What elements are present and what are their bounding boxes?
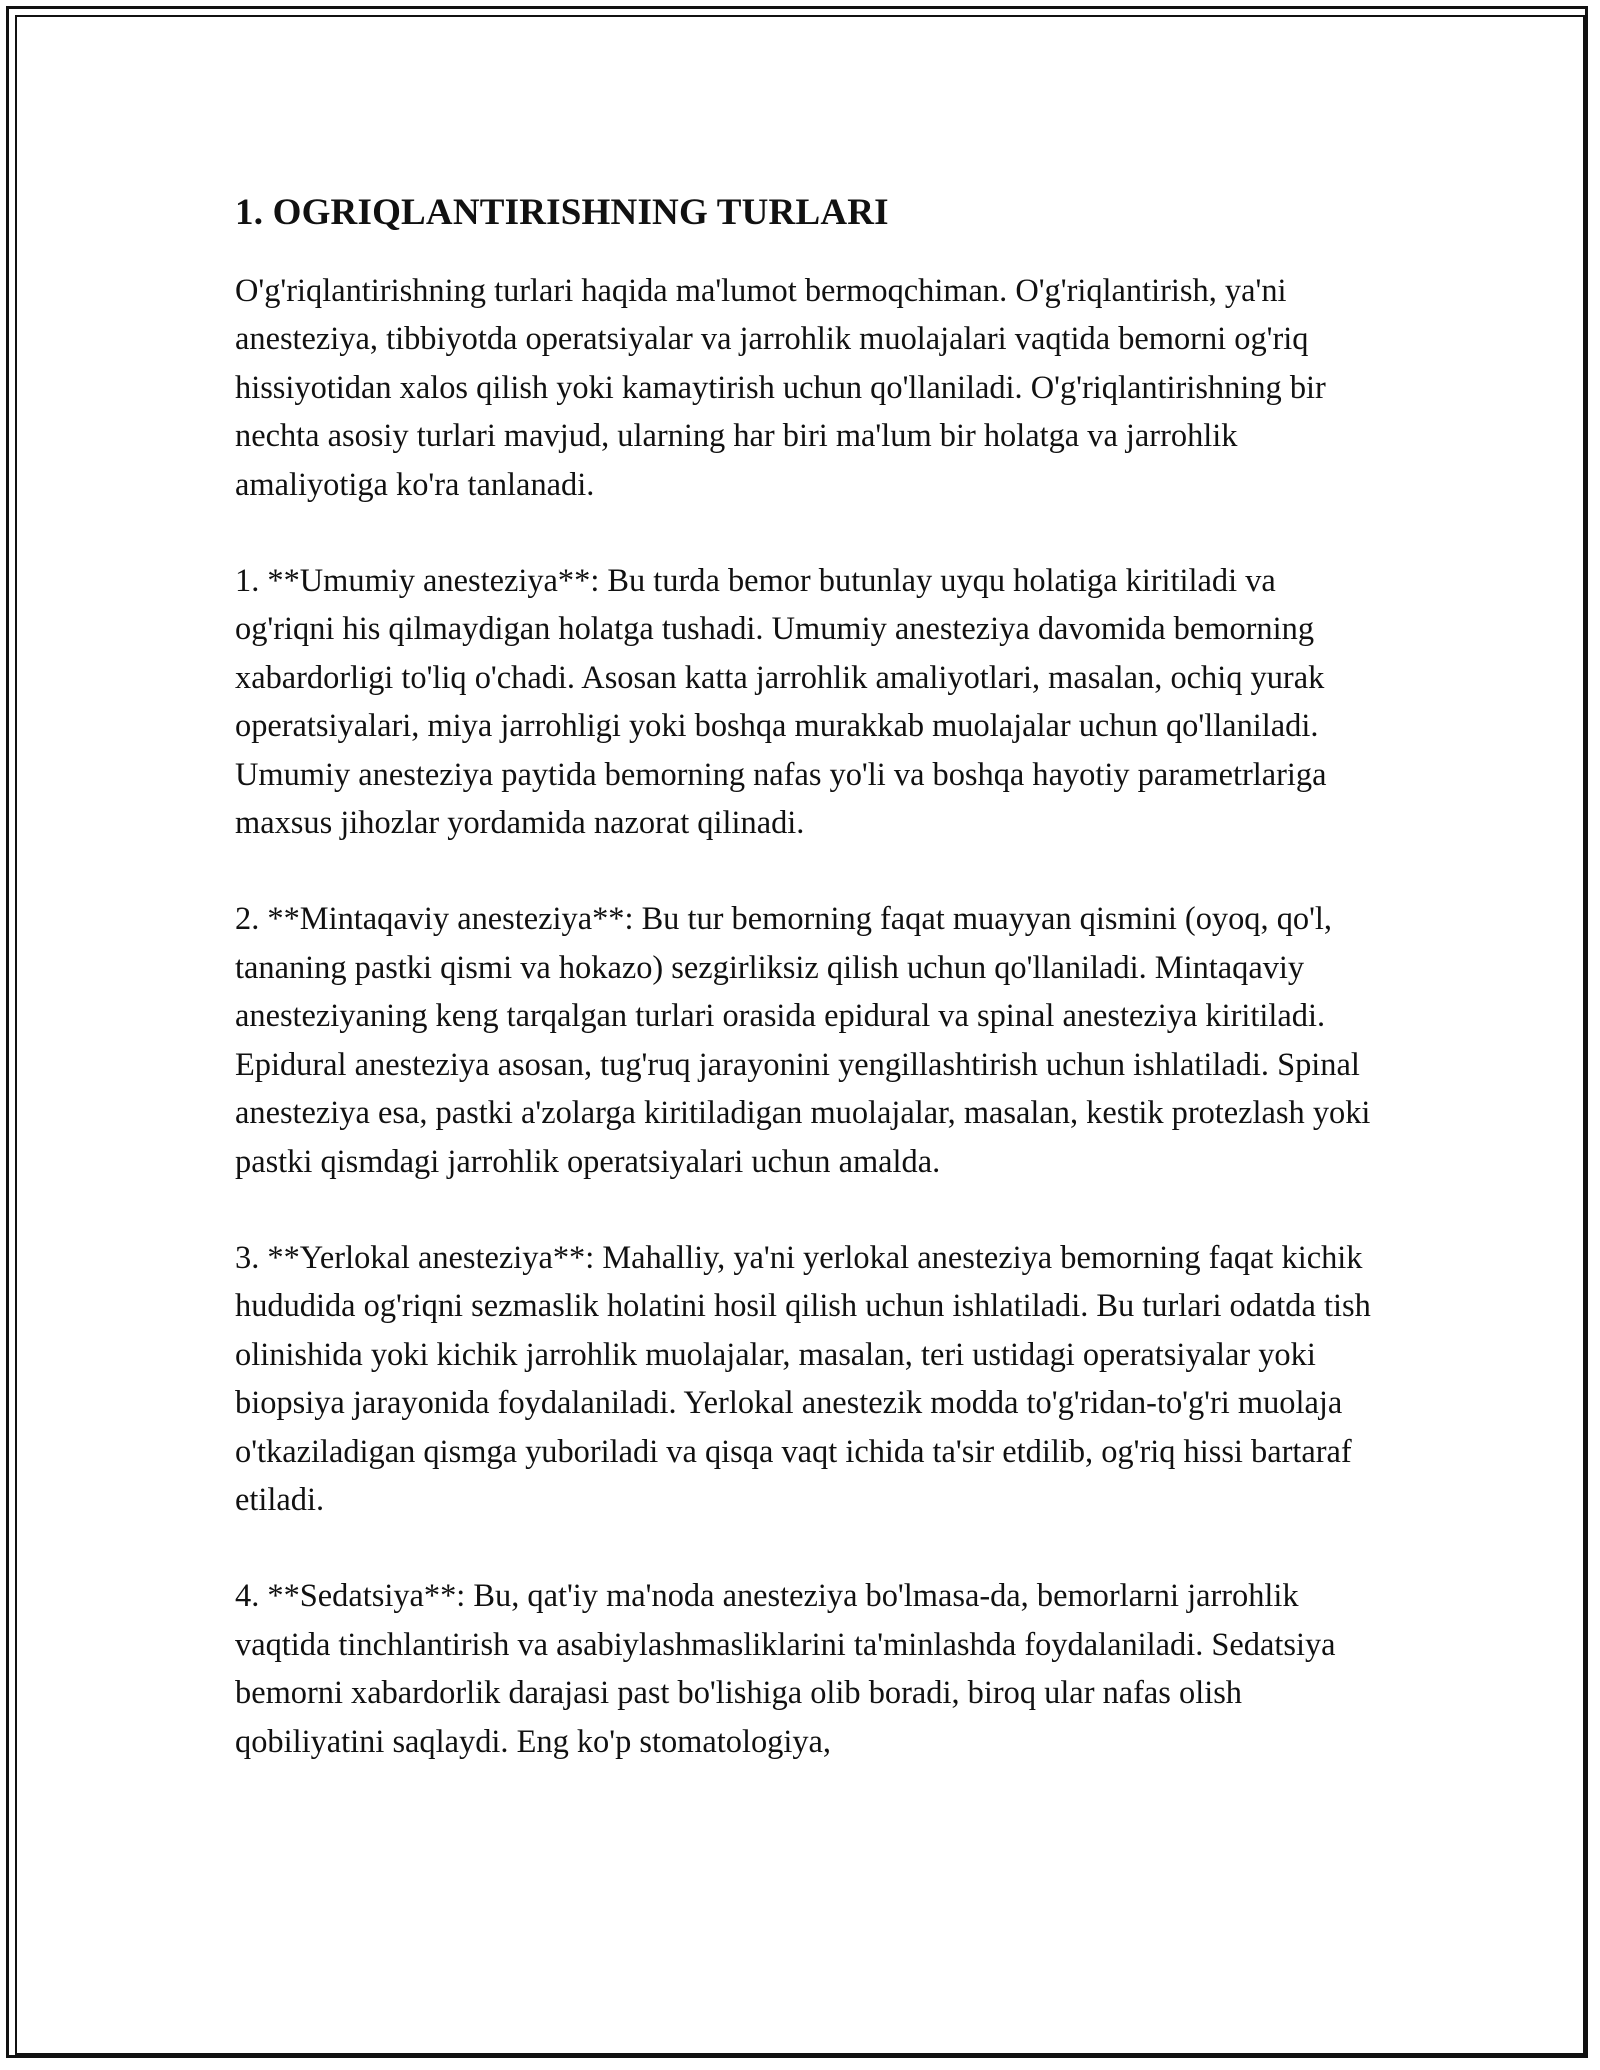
paragraph-sedation: 4. **Sedatsiya**: Bu, qat'iy ma'noda anesteziya bo'lmasa-da, bemorlarni jarrohlik vaqtida tinchlantirish va asabiylashmasliklarini ta'minlashda foydalaniladi. Sedatsiya bemorni xabardorlik darajasi past bo'lishiga olib boradi, biroq ular nafas olish qobiliyatini saqlaydi. Eng ko'p stomatologiya, bbox=[235, 1578, 1336, 1760]
document-heading: 1. OGRIQLANTIRISHNING TURLARI bbox=[235, 192, 889, 233]
intro-paragraph: O'g'riqlantirishning turlari haqida ma'lumot bermoqchiman. O'g'riqlantirish, ya'ni anesteziya, tibbiyotda operatsiyalar va jarrohlik muolajalari vaqtida bemorni og'riq hissiyotidan xalos qilish yoki kamaytirish uchun qo'llaniladi. O'g'riqlantirishning bir nechta asosiy turlari mavjud, ularning har biri ma'lum bir holatga va jarrohlik amaliyotiga ko'ra tanlanadi. bbox=[235, 273, 1326, 503]
document-body bbox=[235, 185, 1375, 1766]
paragraph-regional-anesthesia: 2. **Mintaqaviy anesteziya**: Bu tur bemorning faqat muayyan qismini (oyoq, qo'l, tananing pastki qismi va hokazo) sezgirliksiz qilish uchun qo'llaniladi. Mintaqaviy anesteziyaning keng tarqalgan turlari orasida epidural va spinal anesteziya kiritiladi. Epidural anesteziya asosan, tug'ruq jarayonini yengillashtirish uchun ishlatiladi. Spinal anesteziya esa, pastki a'zolarga kiritiladigan muolajalar, masalan, kestik protezlash yoki pastki qismdagi jarrohlik operatsiyalari uchun amalda. bbox=[235, 901, 1371, 1180]
paragraph-general-anesthesia: 1. **Umumiy anesteziya**: Bu turda bemor butunlay uyqu holatiga kiritiladi va og'riqni his qilmaydigan holatga tushadi. Umumiy anesteziya davomida bemorning xabardorligi to'liq o'chadi. Asosan katta jarrohlik amaliyotlari, masalan, ochiq yurak operatsiyalari, miya jarrohligi yoki boshqa murakkab muolajalar uchun qo'llaniladi. Umumiy anesteziya paytida bemorning nafas yo'li va boshqa hayotiy parametrlariga maxsus jihozlar yordamida nazorat qilinadi. bbox=[235, 563, 1327, 842]
paragraph-local-anesthesia: 3. **Yerlokal anesteziya**: Mahalliy, ya'ni yerlokal anesteziya bemorning faqat kichik hududida og'riqni sezmaslik holatini hosil qilish uchun ishlatiladi. Bu turlari odatda tish olinishida yoki kichik jarrohlik muolajalar, masalan, teri ustidagi operatsiyalar yoki biopsiya jarayonida foydalaniladi. Yerlokal anestezik modda to'g'ridan-to'g'ri muolaja o'tkaziladigan qismga yuboriladi va qisqa vaqt ichida ta'sir etdilib, og'riq hissi bartaraf etiladi. bbox=[235, 1239, 1371, 1518]
